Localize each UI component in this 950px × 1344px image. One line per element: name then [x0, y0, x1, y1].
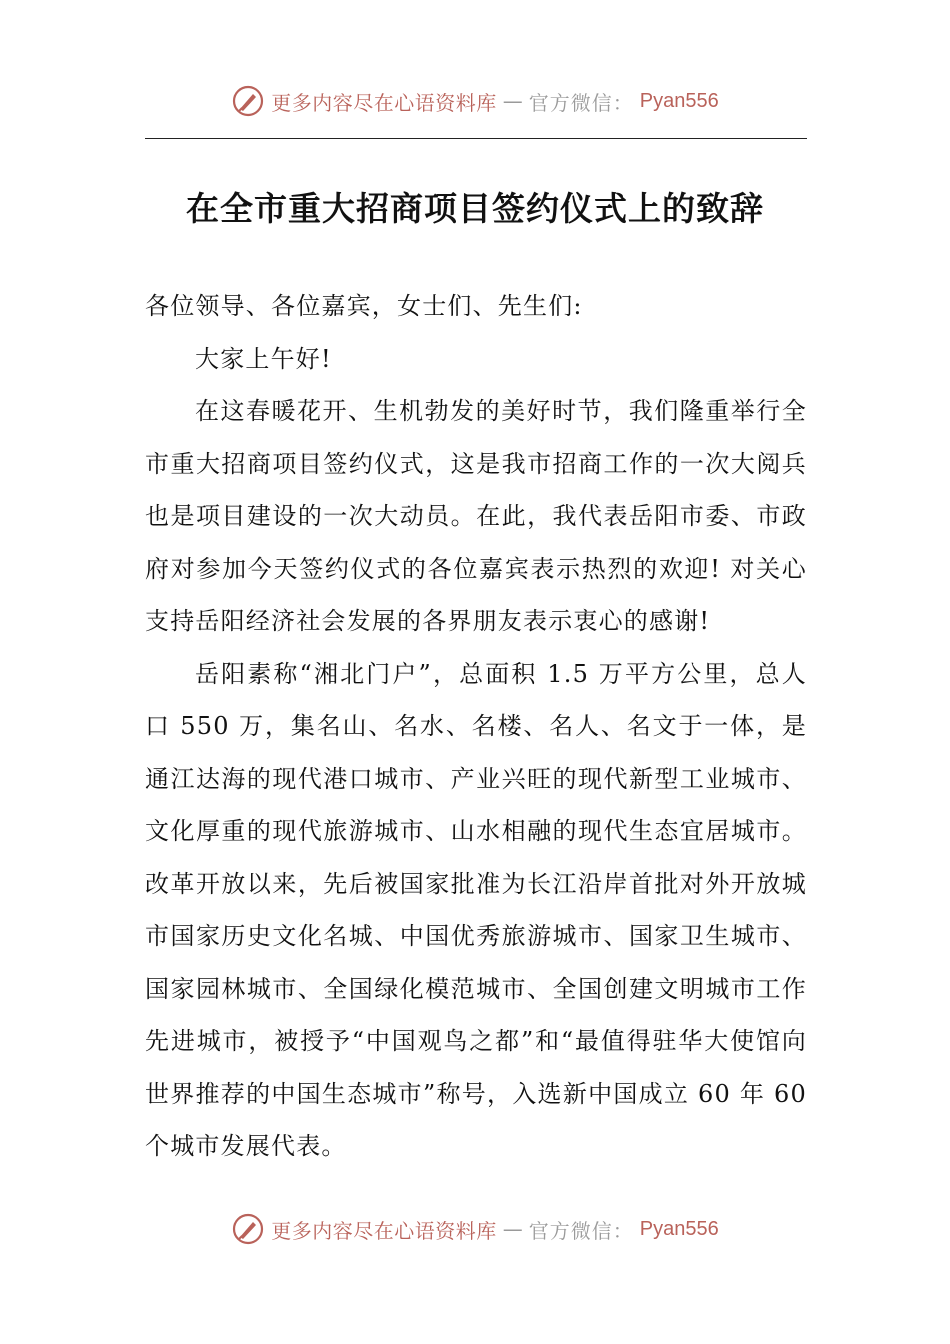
pen-logo-icon — [231, 84, 265, 118]
watermark-dash: — — [502, 89, 523, 113]
greeting: 大家上午好! — [195, 344, 332, 373]
watermark-wechat-id: Pyan556 — [639, 1217, 719, 1240]
watermark-dash: — — [502, 1217, 523, 1241]
pen-logo-icon — [231, 1212, 265, 1246]
document-body — [145, 280, 807, 1173]
paragraph: 岳阳素称“湘北门户”，总面积 1.5 万平方公里，总人口 550 万，集名山、名水、名楼、名人、名文于一体，是通江达海的现代港口城市、产业兴旺的现代新型工业城市、文化厚重的现代旅游城市、山水相融的现代生态宜居城市。改革开放以来，先后被国家批准为长江沿岸首批对外开放城市国家历史文化名城、中国优秀旅游城市、国家卫生城市、国家园林城市、全国绿化模范城市、全国创建文明城市工作先进城市，被授予“中国观鸟之都”和“最值得驻华大使馆向世界推荐的中国生态城市”称号，入选新中国成立 60 年 60 个城市发展代表。 — [145, 659, 807, 1160]
watermark-wechat-label: 官方微信： — [528, 1218, 634, 1243]
header-divider — [145, 138, 807, 139]
paragraph: 在这春暖花开、生机勃发的美好时节，我们隆重举行全市重大招商项目签约仪式，这是我市招商工作的一次大阅兵也是项目建设的一次大动员。在此，我代表岳阳市委、市政府对参加今天签约仪式的各位嘉宾表示热烈的欢迎! 对关心支持岳阳经济社会发展的各界朋友表示衷心的感谢! — [145, 397, 807, 635]
watermark-wechat-id: Pyan556 — [639, 89, 719, 112]
salutation: 各位领导、各位嘉宾，女士们、先生们: — [145, 292, 583, 320]
watermark-header — [0, 84, 950, 118]
watermark-text: 更多内容尽在心语资料库 — [271, 90, 497, 115]
watermark-wechat-label: 官方微信： — [528, 90, 634, 115]
watermark-text: 更多内容尽在心语资料库 — [271, 1218, 497, 1243]
watermark-footer — [0, 1212, 950, 1246]
document-title: 在全市重大招商项目签约仪式上的致辞 — [186, 189, 764, 228]
